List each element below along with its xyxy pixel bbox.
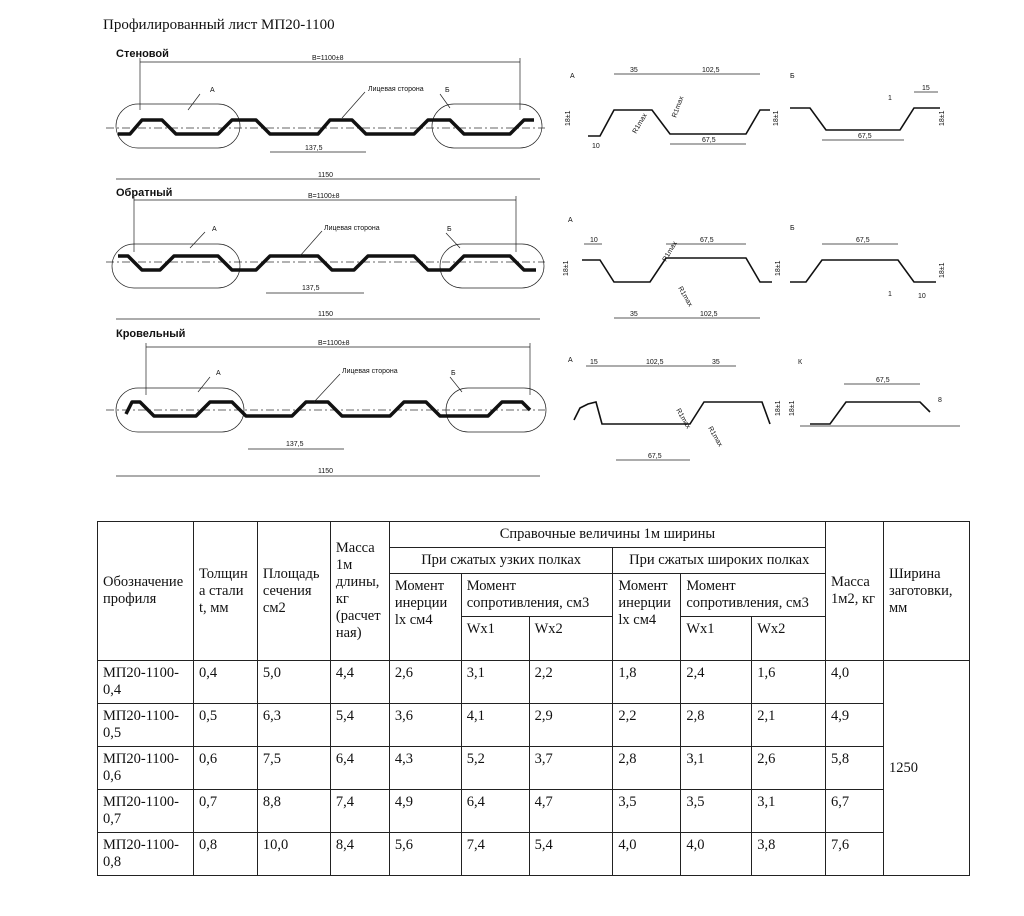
callout-a: А — [210, 87, 215, 94]
cell: 3,5 — [613, 790, 681, 833]
cell: 2,2 — [529, 661, 613, 704]
svg-text:67,5: 67,5 — [648, 453, 662, 460]
svg-text:35: 35 — [712, 359, 720, 366]
cell: 2,4 — [681, 661, 752, 704]
cell: 0,5 — [193, 704, 257, 747]
cell: 5,0 — [257, 661, 330, 704]
callout-b: Б — [447, 226, 452, 233]
cell: МП20-1100-0,4 — [98, 661, 194, 704]
svg-text:А: А — [568, 217, 573, 224]
svg-text:R1max: R1max — [676, 285, 694, 309]
cell: 0,6 — [193, 747, 257, 790]
cell: 2,9 — [529, 704, 613, 747]
svg-text:102,5: 102,5 — [702, 67, 720, 74]
svg-text:67,5: 67,5 — [700, 237, 714, 244]
svg-text:К: К — [798, 359, 803, 366]
col-narrow: При сжатых узких полках — [389, 548, 613, 574]
callout-b: Б — [445, 87, 450, 94]
col-wx2: Wx2 — [752, 617, 826, 661]
cell: 0,8 — [193, 833, 257, 876]
cell: 3,8 — [752, 833, 826, 876]
cell: 1,8 — [613, 661, 681, 704]
total-dim: 1150 — [318, 172, 334, 179]
svg-text:R1max: R1max — [674, 407, 692, 431]
svg-text:8: 8 — [938, 397, 942, 404]
width-dim: B=1100±8 — [312, 55, 344, 62]
header-row — [98, 522, 970, 548]
cell: 4,1 — [461, 704, 529, 747]
svg-text:18±1: 18±1 — [939, 262, 946, 278]
col-thickness: Толщин а стали t, мм — [193, 522, 257, 661]
cell: 4,3 — [389, 747, 461, 790]
face-label: Лицевая сторона — [324, 225, 380, 232]
cell: 4,0 — [681, 833, 752, 876]
width-dim: B=1100±8 — [318, 340, 350, 347]
cell: 0,7 — [193, 790, 257, 833]
col-inertia: Момент инерции lx см4 — [613, 574, 681, 661]
svg-text:18±1: 18±1 — [789, 400, 796, 416]
face-label: Лицевая сторона — [342, 368, 398, 375]
cell: МП20-1100-0,7 — [98, 790, 194, 833]
pitch-dim: 137,5 — [286, 441, 304, 448]
svg-text:18±1: 18±1 — [939, 110, 946, 126]
cell: 2,6 — [389, 661, 461, 704]
cell: 6,7 — [826, 790, 884, 833]
svg-text:Б: Б — [790, 225, 795, 232]
pitch-dim: 137,5 — [305, 145, 323, 152]
svg-text:10: 10 — [590, 237, 598, 244]
cell: 5,8 — [826, 747, 884, 790]
drawing-reverse — [106, 187, 545, 319]
cell: МП20-1100-0,5 — [98, 704, 194, 747]
details-row-1 — [565, 67, 946, 150]
col-wide: При сжатых широких полках — [613, 548, 826, 574]
cell: 7,5 — [257, 747, 330, 790]
cell: 4,7 — [529, 790, 613, 833]
cell: 6,4 — [461, 790, 529, 833]
cell: 4,0 — [613, 833, 681, 876]
cell: 3,1 — [752, 790, 826, 833]
table-row — [98, 661, 970, 704]
svg-text:15: 15 — [590, 359, 598, 366]
page-title: Профилированный лист МП20-1100 — [103, 17, 335, 33]
svg-text:10: 10 — [592, 143, 600, 150]
svg-text:R1max: R1max — [631, 112, 649, 135]
cell: 8,8 — [257, 790, 330, 833]
col-resistance: Момент сопротивления, см3 — [681, 574, 826, 617]
cell: 5,6 — [389, 833, 461, 876]
col-blank-width: Ширина заготовки, мм — [883, 522, 969, 661]
col-wx1: Wx1 — [681, 617, 752, 661]
cell: 2,6 — [752, 747, 826, 790]
svg-text:67,5: 67,5 — [858, 133, 872, 140]
cell: 5,4 — [529, 833, 613, 876]
cell: 6,3 — [257, 704, 330, 747]
cell: 4,0 — [826, 661, 884, 704]
cell: МП20-1100-0,6 — [98, 747, 194, 790]
details-row-3 — [568, 357, 960, 460]
cell: 3,1 — [461, 661, 529, 704]
svg-text:102,5: 102,5 — [646, 359, 664, 366]
col-resistance: Момент сопротивления, см3 — [461, 574, 613, 617]
table-row — [98, 833, 970, 876]
svg-text:18±1: 18±1 — [775, 400, 782, 416]
svg-text:67,5: 67,5 — [876, 377, 890, 384]
table-row — [98, 704, 970, 747]
drawing-label: Обратный — [116, 187, 173, 199]
col-reference: Справочные величины 1м ширины — [389, 522, 825, 548]
cell: 8,4 — [330, 833, 389, 876]
col-mass-m: Масса 1м длины, кг (расчет ная) — [330, 522, 389, 661]
cell: 4,9 — [826, 704, 884, 747]
svg-text:10: 10 — [918, 293, 926, 300]
callout-b: Б — [451, 370, 456, 377]
svg-text:67,5: 67,5 — [856, 237, 870, 244]
table-row — [98, 790, 970, 833]
cell: 0,4 — [193, 661, 257, 704]
cell: 1,6 — [752, 661, 826, 704]
cell: 2,2 — [613, 704, 681, 747]
cell: 4,9 — [389, 790, 461, 833]
total-dim: 1150 — [318, 311, 334, 318]
svg-text:1: 1 — [888, 95, 892, 102]
cell: МП20-1100-0,8 — [98, 833, 194, 876]
col-designation: Обозначение профиля — [98, 522, 194, 661]
svg-text:102,5: 102,5 — [700, 311, 718, 318]
svg-text:А: А — [568, 357, 573, 364]
svg-text:R1max: R1max — [671, 95, 686, 119]
svg-text:R1max: R1max — [661, 240, 679, 263]
cell: 2,8 — [681, 704, 752, 747]
spec-table — [97, 521, 970, 876]
pitch-dim: 137,5 — [302, 285, 320, 292]
drawing-roof — [106, 328, 546, 476]
svg-text:18±1: 18±1 — [773, 110, 780, 126]
width-dim: B=1100±8 — [308, 193, 340, 200]
svg-text:1: 1 — [888, 291, 892, 298]
svg-text:35: 35 — [630, 67, 638, 74]
cell: 5,2 — [461, 747, 529, 790]
svg-text:R1max: R1max — [706, 425, 724, 449]
cell: 2,1 — [752, 704, 826, 747]
col-wx2: Wx2 — [529, 617, 613, 661]
cell: 2,8 — [613, 747, 681, 790]
cell: 3,7 — [529, 747, 613, 790]
svg-text:Б: Б — [790, 73, 795, 80]
cell: 4,4 — [330, 661, 389, 704]
svg-text:18±1: 18±1 — [565, 110, 572, 126]
cell: 3,5 — [681, 790, 752, 833]
blank-width-value: 1250 — [883, 661, 969, 876]
callout-a: А — [212, 226, 217, 233]
col-inertia: Момент инерции lx см4 — [389, 574, 461, 661]
cell: 3,1 — [681, 747, 752, 790]
drawing-wall — [106, 48, 545, 179]
table-row — [98, 747, 970, 790]
drawing-label: Стеновой — [116, 48, 169, 60]
svg-text:67,5: 67,5 — [702, 137, 716, 144]
col-mass-m2: Масса 1м2, кг — [826, 522, 884, 661]
face-label: Лицевая сторона — [368, 86, 424, 93]
svg-text:15: 15 — [922, 85, 930, 92]
svg-text:А: А — [570, 73, 575, 80]
cell: 5,4 — [330, 704, 389, 747]
cell: 7,4 — [330, 790, 389, 833]
col-wx1: Wx1 — [461, 617, 529, 661]
cell: 3,6 — [389, 704, 461, 747]
drawing-label: Кровельный — [116, 328, 186, 340]
details-row-2 — [563, 217, 946, 318]
cell: 10,0 — [257, 833, 330, 876]
cell: 7,4 — [461, 833, 529, 876]
svg-text:18±1: 18±1 — [563, 260, 570, 276]
callout-a: А — [216, 370, 221, 377]
svg-text:35: 35 — [630, 311, 638, 318]
total-dim: 1150 — [318, 468, 334, 475]
svg-text:18±1: 18±1 — [775, 260, 782, 276]
col-area: Площадь сечения см2 — [257, 522, 330, 661]
cell: 6,4 — [330, 747, 389, 790]
cell: 7,6 — [826, 833, 884, 876]
